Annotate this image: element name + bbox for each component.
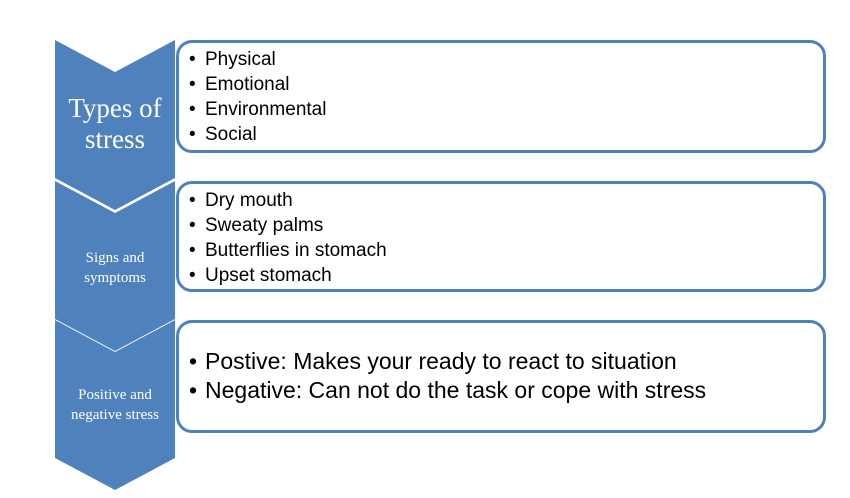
list-item: • Upset stomach: [179, 263, 823, 288]
label-line: negative stress: [71, 407, 159, 423]
label-line: stress: [85, 124, 145, 154]
section-label-signs-and-symptoms: [55, 248, 175, 288]
label-line: Types of: [68, 93, 162, 123]
label-line: symptoms: [84, 270, 146, 286]
list-item: • Social: [179, 122, 823, 147]
list-item: • Emotional: [179, 72, 823, 97]
bullet-list: [179, 347, 823, 405]
list-item: • Butterflies in stomach: [179, 238, 823, 263]
list-item: • Dry mouth: [179, 188, 823, 213]
list-item: • Negative: Can not do the task or cope with stress: [179, 376, 823, 405]
label-line: Signs and: [85, 250, 145, 266]
content-box-signs-and-symptoms: [176, 181, 826, 292]
list-item: • Sweaty palms: [179, 213, 823, 238]
list-item: • Physical: [179, 47, 823, 72]
bullet-list: [179, 188, 823, 288]
bullet-list: [179, 47, 823, 147]
section-label-types-of-stress: [55, 93, 175, 155]
content-box-positive-and-negative-stress: [176, 320, 826, 433]
list-item: • Environmental: [179, 97, 823, 122]
content-box-types-of-stress: [176, 40, 826, 153]
section-label-positive-and-negative-stress: [55, 385, 175, 425]
list-item: • Postive: Makes your ready to react to situation: [179, 347, 823, 376]
label-line: Positive and: [78, 387, 152, 403]
